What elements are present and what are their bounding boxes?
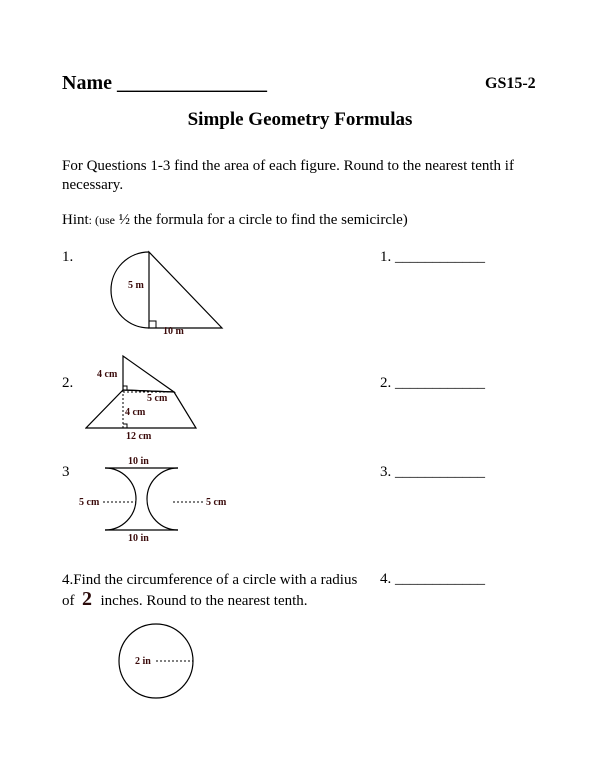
answer-3-blank: 3. ____________ [380,464,485,480]
hint-prefix: Hint [62,212,89,228]
question-4-text [62,571,382,611]
figure-3-label-bottom: 10 in [128,533,149,544]
worksheet-code: GS15-2 [485,75,536,92]
hint-rest: ½ the formula for a circle to find the semicircle) [115,212,408,228]
question-1-number: 1. [62,249,74,265]
figure-1-label-base: 10 m [163,326,184,337]
question-4-text-a: Find the circumference of a circle with a radius [73,572,358,588]
question-2-number: 2. [62,375,74,391]
question-4-radius-value: 2 [82,588,93,610]
question-3-number: 3 [62,464,70,480]
figure-3-label-top: 10 in [128,456,149,467]
answer-1-blank: 1. ____________ [380,249,485,265]
figure-4-circle [115,620,197,702]
instructions-text: For Questions 1-3 find the area of each figure. Round to the nearest tenth if necessary. [62,158,514,193]
figure-3-label-right: 5 cm [206,497,227,508]
figure-2-label-base: 12 cm [126,431,152,442]
figure-1-semicircle-triangle [100,245,230,340]
figure-1-label-height: 5 m [128,280,144,291]
figure-4-label-radius: 2 in [135,656,151,667]
figure-3-rectangle-semicircles [78,453,238,545]
answer-4-blank: 4. ____________ [380,571,485,587]
figure-2-composite [85,352,215,444]
hint-small: : (use [88,213,115,227]
question-4-text-b: inches. Round to the nearest tenth. [100,593,308,609]
figure-2-label-bottom-height: 4 cm [125,407,146,418]
page-title: Simple Geometry Formulas [187,109,413,130]
answer-2-blank: 2. ____________ [380,375,485,391]
figure-3-label-left: 5 cm [79,497,100,508]
hint-text [62,212,408,229]
figure-2-label-top-width: 5 cm [147,393,168,404]
name-field-label: Name _______________ [62,72,267,94]
question-4-text-of: of [62,593,75,609]
question-4-number: 4. [62,572,74,588]
figure-2-label-top-height: 4 cm [97,369,118,380]
